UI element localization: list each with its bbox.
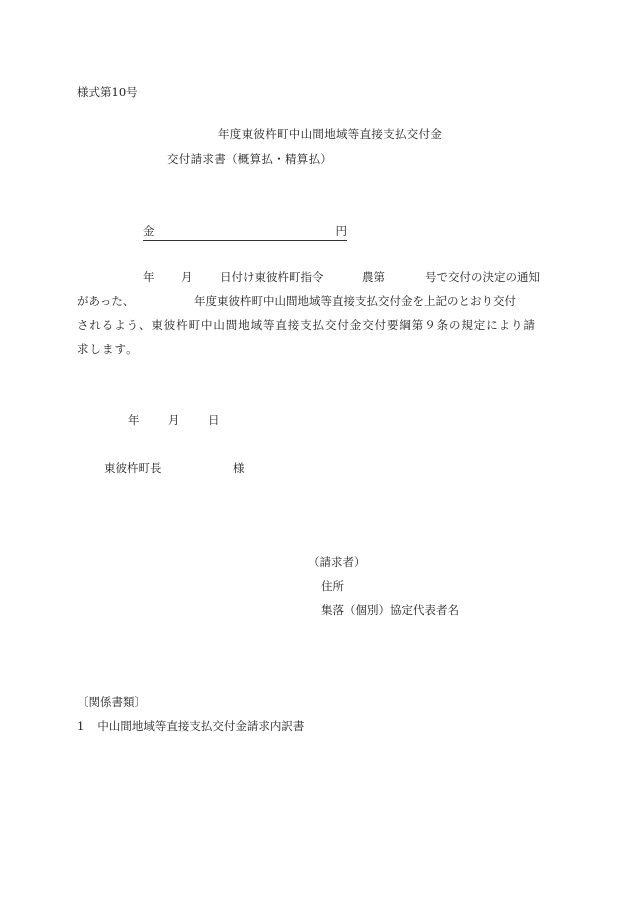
related-document-item	[77, 721, 304, 733]
amount-kin-label: 金	[143, 224, 155, 238]
related-document-number: 1	[77, 719, 85, 733]
document-title-line1: 年度東彼杵町中山間地域等直接支払交付金	[218, 127, 443, 141]
body-notice-text: 号で交付の決定の通知	[425, 270, 540, 284]
date-nen: 年	[128, 413, 140, 427]
body-gatsu: 月	[181, 270, 193, 284]
body-line4-text: 求します。	[77, 342, 139, 356]
amount-yen-label: 円	[335, 224, 347, 238]
body-line2-rest: 年度東彼杵町中山間地域等直接支払交付金を上記のとおり交付	[194, 294, 516, 308]
date-nichi: 日	[208, 413, 220, 427]
document-title-line2: 交付請求書（概算払・精算払）	[167, 152, 333, 166]
addressee-honorific: 様	[233, 461, 245, 475]
related-document-text: 中山間地域等直接支払交付金請求内訳書	[97, 719, 305, 733]
claimant-heading: （請求者）	[308, 555, 366, 569]
date-gatsu: 月	[168, 413, 180, 427]
body-order-text: 日付け東彼杵町指令	[220, 270, 324, 284]
body-line3-text: されるよう、東彼杵町中山間地域等直接支払交付金交付要綱第９条の規定により請	[77, 318, 536, 332]
addressee-name: 東彼杵町長	[104, 461, 162, 475]
claimant-address-label: 住所	[321, 579, 344, 593]
claimant-representative-label: 集落（個別）協定代表者名	[321, 603, 459, 617]
amount-field	[143, 226, 347, 241]
related-documents-heading: 〔関係書類〕	[77, 695, 146, 709]
body-nen: 年	[143, 270, 155, 284]
body-nou-dai: 農第	[362, 270, 385, 284]
form-number: 様式第10号	[77, 85, 138, 99]
body-line2-start: があった、	[77, 294, 135, 308]
